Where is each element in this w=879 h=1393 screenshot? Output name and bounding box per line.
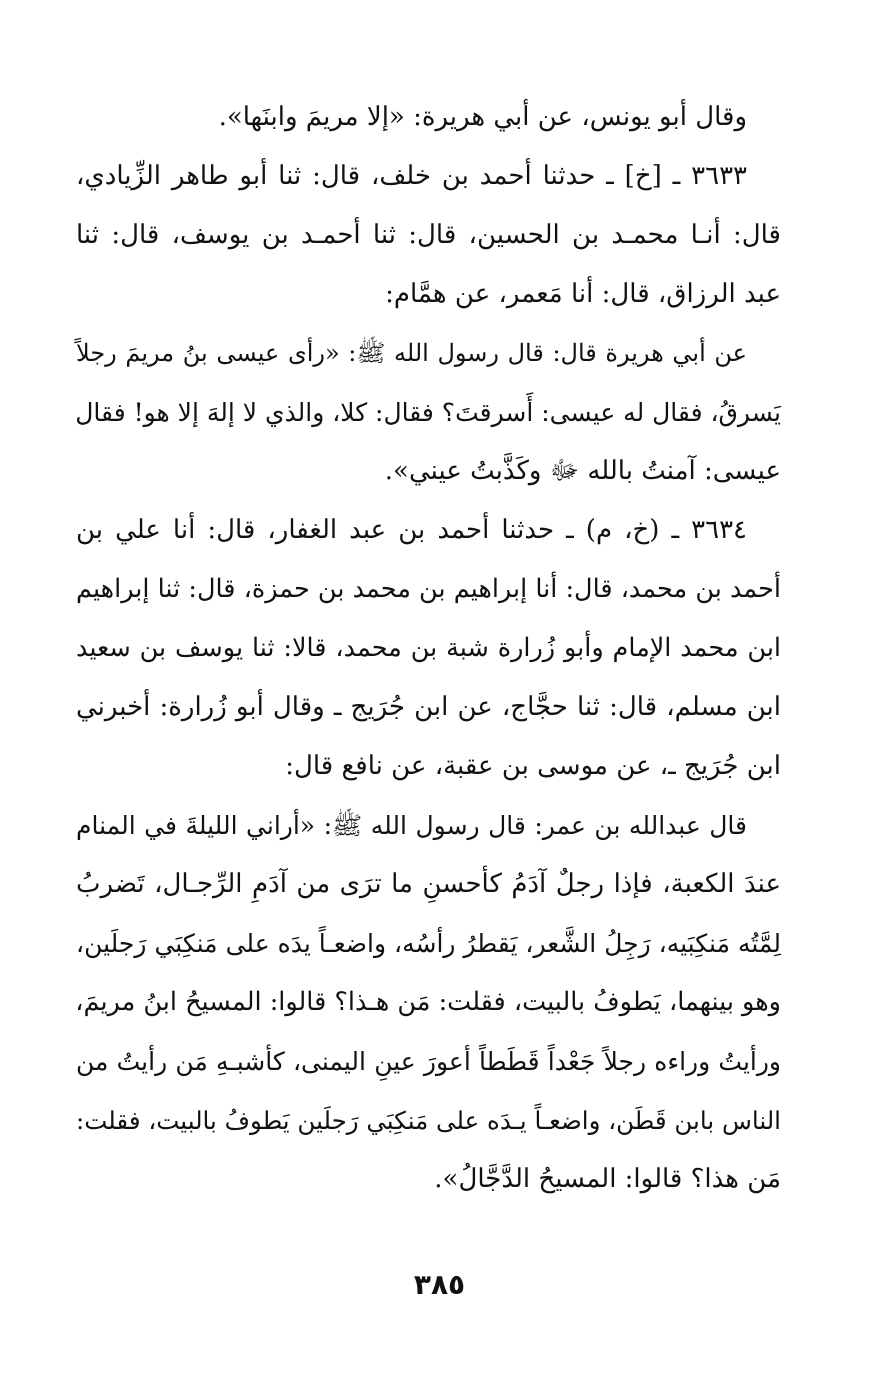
text-line: لِمَّتُه مَنكِبَيه، رَجِلُ الشَّعر، يَقطرُ رأسُه، واضعـاً يدَه على مَنكِبَي رَجلَين، (76, 929, 781, 958)
text-line: يَسرقُ، فقال له عيسى: أَسرقتَ؟ فقال: كلا، والذي لا إلهَ إلا هو! فقال (75, 398, 781, 427)
text-line: وهو بينهما، يَطوفُ بالبيت، فقلت: مَن هـذا؟ قالوا: المسيحُ ابنُ مريمَ، (75, 987, 781, 1017)
hadith-3633-heading-line: ٣٦٣٣ ـ [خ] ـ حدثنا أحمد بن خلف، قال: ثنا أبو طاهر الزِّيادي، (76, 161, 747, 191)
text-line: عيسى: آمنتُ بالله ﷻ وكَذَّبتُ عيني». (384, 456, 781, 486)
hadith-3634-heading-line: ٣٦٣٤ ـ (خ، م) ـ حدثنا أحمد بن عبد الغفار، قال: أنا علي بن (76, 515, 747, 545)
text-line: أحمد بن محمد، قال: أنا إبراهيم بن محمد بن حمزة، قال: ثنا إبراهيم (76, 574, 781, 604)
text-line: الناس بابن قَطَن، واضعـاً يـدَه على مَنكِبَي رَجلَين يَطوفُ بالبيت، فقلت: (76, 1106, 781, 1135)
text-line: عبد الرزاق، قال: أنا مَعمر، عن همَّام: (385, 279, 781, 309)
text-line: ابن جُرَيج ـ، عن موسى بن عقبة، عن نافع قال: (285, 751, 781, 781)
text-line: ورأيتُ وراءه رجلاً جَعْداً قَطَطاً أعورَ عينِ اليمنى، كأشبـهِ مَن رأيتُ من (76, 1047, 781, 1076)
text-line: عن أبي هريرة قال: قال رسول الله ﷺ: «رأى عيسى بنُ مريمَ رجلاً (76, 339, 747, 367)
text-line: ابن محمد الإمام وأبو زُرارة شبة بن محمد، قالا: ثنا يوسف بن سعيد (76, 633, 781, 663)
text-line: قال عبدالله بن عمر: قال رسول الله ﷺ: «أراني الليلةَ في المنام (76, 811, 747, 840)
page-body (76, 88, 781, 1209)
text-line: عندَ الكعبة، فإذا رجلٌ آدَمُ كأحسنِ ما ترَى من آدَمِ الرِّجـال، تَضربُ (76, 869, 781, 899)
page-number: ٣٨٥ (413, 1268, 466, 1301)
text-line: وقال أبو يونس، عن أبي هريرة: «إلا مريمَ وابنَها». (218, 102, 747, 132)
text-line: ابن مسلم، قال: ثنا حجَّاج، عن ابن جُرَيج ـ وقال أبو زُرارة: أخبرني (76, 692, 781, 722)
text-line: مَن هذا؟ قالوا: المسيحُ الدَّجَّالُ». (434, 1164, 781, 1194)
text-line: قال: أنـا محمـد بن الحسين، قال: ثنا أحمـد بن يوسف، قال: ثنا (76, 220, 781, 250)
